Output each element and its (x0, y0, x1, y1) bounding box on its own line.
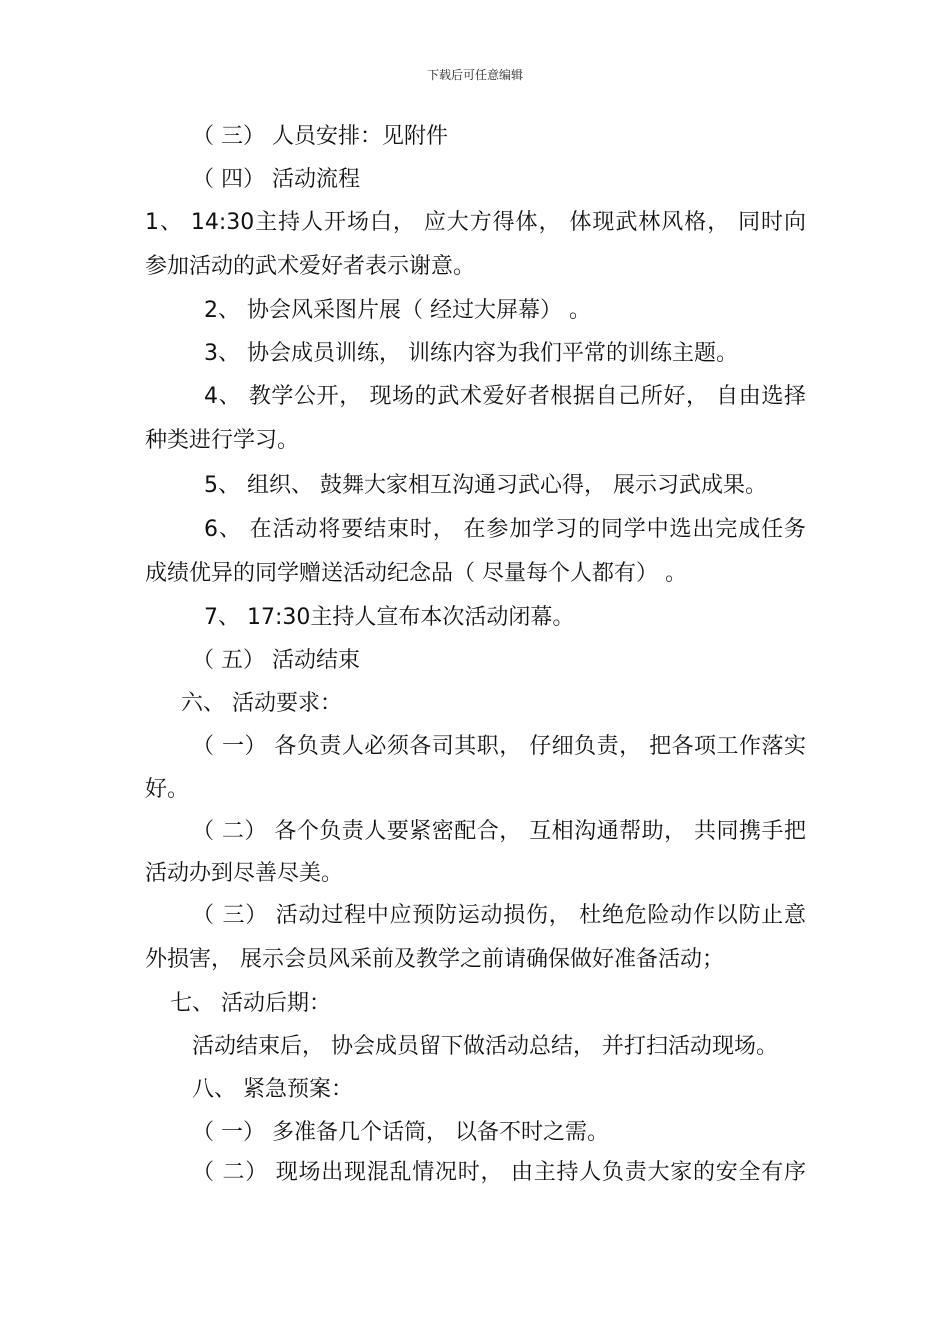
flow-item-3: 3、 协会成员训练， 训练内容为我们平常的训练主题。 (204, 341, 738, 366)
flow-item-4: 4、 教学公开， 现场的武术爱好者根据自己所好， 自由选择 (204, 384, 806, 409)
requirement-1-cont: 好。 (145, 777, 190, 802)
page-header: 下载后可任意编辑 (426, 68, 523, 82)
flow-item-2: 2、 协会风采图片展（ 经过大屏幕） 。 (204, 298, 591, 323)
flow-item-1: 1、 14:30主持人开场白， 应大方得体， 体现武林风格， 同时向 (145, 210, 806, 235)
heading-post-activity: 七、 活动后期： (170, 991, 331, 1016)
post-activity-text: 活动结束后， 协会成员留下做活动总结， 并打扫活动现场。 (192, 1034, 778, 1059)
flow-item-7: 7、 17:30主持人宣布本次活动闭幕。 (204, 605, 575, 630)
requirement-2-cont: 活动办到尽善尽美。 (145, 861, 344, 886)
heading-emergency-plan: 八、 紧急预案： (192, 1077, 353, 1102)
emergency-item-1: （ 一） 多准备几个话筒， 以备不时之需。 (192, 1120, 609, 1145)
flow-item-6-cont: 成绩优异的同学赠送活动纪念品（ 尽量每个人都有） 。 (145, 561, 687, 586)
flow-item-6: 6、 在活动将要结束时， 在参加学习的同学中选出完成任务 (204, 517, 806, 542)
requirement-2: （ 二） 各个负责人要紧密配合， 互相沟通帮助， 共同携手把 (192, 819, 806, 844)
section-activity-end: （ 五） 活动结束 (192, 648, 360, 673)
flow-item-1-cont: 参加活动的武术爱好者表示谢意。 (145, 254, 476, 279)
requirement-1: （ 一） 各负责人必须各司其职， 仔细负责， 把各项工作落实 (192, 734, 806, 759)
flow-item-5: 5、 组织、 鼓舞大家相互沟通习武心得， 展示习武成果。 (204, 473, 767, 498)
section-staffing: （ 三） 人员安排：见附件 (192, 124, 448, 149)
requirement-3: （ 三） 活动过程中应预防运动损伤， 杜绝危险动作以防止意 (192, 903, 806, 928)
flow-item-4-cont: 种类进行学习。 (145, 428, 300, 453)
emergency-item-2: （ 二） 现场出现混乱情况时， 由主持人负责大家的安全有序 (192, 1160, 806, 1185)
requirement-3-cont: 外损害， 展示会员风采前及教学之前请确保做好准备活动； (145, 947, 724, 972)
heading-requirements: 六、 活动要求： (181, 691, 342, 716)
section-activity-flow: （ 四） 活动流程 (192, 167, 360, 192)
